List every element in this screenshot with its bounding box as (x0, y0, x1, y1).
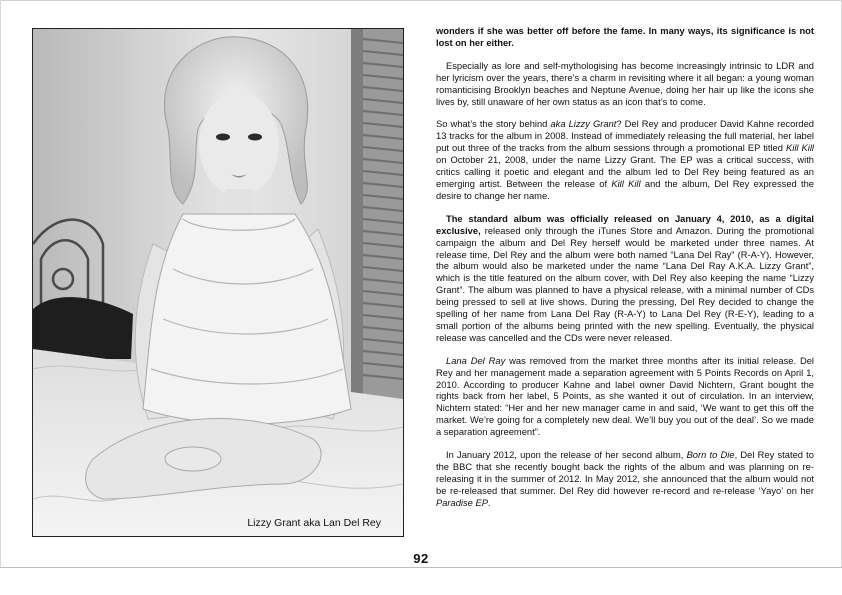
paragraph-6 (436, 450, 814, 510)
paragraph-3-text-g: and the album, Del Rey expressed the desire to change her name. (436, 178, 814, 201)
paragraph-4-text: released only through the iTunes Store and Amazon. During the promotional campaign the album and Del Rey herself would be marketed under three names. At release time, Del Rey and the album were both named “Lana Del Ray” (R-A-Y). However, the album would also be marketed under the name “Lana Del Ray A.K.A. Lizzy Grant”, which is the title featured on the album cover, with Del Rey also keeping the name “Lizzy Grant”. The album was planned to have a physical release, with a minimal number of CDs being pressed to sell at live shows. During the pressing, Del Rey decided to change the spelling of her name from Lana Del Ray (R-A-Y) to Lana Del Rey (R-E-Y), leading to a small portion of the albums being printed with the new spelling. Eventually, the physical release was cancelled and the CDs were never released. (436, 225, 814, 343)
paragraph-3-text-a: So what’s the story behind (436, 119, 551, 130)
paradise-ep-italic: Paradise EP (436, 497, 488, 508)
hands (165, 447, 221, 471)
paragraph-6-text-c: , Del Rey stated to the BBC that she recently bought back the rights of the album and was planning on re-releasing it in the summer of 2012. In May 2012, she announced that the album would not be re-released that summer. Del Rey did however re-record and re-release ‘Yayo’ on her (436, 450, 814, 496)
paragraph-4-bold-lead: The standard album was officially released on January 4, 2010, as a digital exclusive, (436, 213, 814, 236)
bottom-rule (0, 567, 842, 568)
paragraph-6-text-a: In January 2012, upon the release of her second album, (446, 450, 687, 461)
paragraph-2-text: Especially as lore and self-mythologising has become increasingly intrinsic to LDR and her lyricism over the years, there’s a charm in revisiting where it all began: a young woman romanticising Brooklyn beaches and Neptune Avenue, doing her hair up like the icons she lives by, still unaware of her own status as an icon that’s to come. (436, 60, 814, 107)
left-page-edge (0, 0, 1, 568)
ep-title-italic: Kill Kill (786, 143, 814, 154)
paragraph-4 (436, 214, 814, 345)
paragraph-2 (436, 61, 814, 109)
paragraph-5-text: was removed from the market three months after its initial release. Del Rey and her management made a separation agreement with 5 Points Records on April 1, 2010. According to producer Kahne and label owner David Nichtern, Grant bought the rights back from her label, 5 Points, as she wanted it out of circulation. In an interview, Nichtern stated: “Her and her new manager came in and said, ‘We want to get this off the market. We’re going for a completely new deal. We’ll buy you out of the deal’. So we made a separation agreement”. (436, 355, 814, 438)
face (199, 92, 279, 196)
ep-title-italic-2: Kill Kill (611, 178, 641, 189)
neck (225, 189, 253, 214)
album-name-italic: Lana Del Ray (446, 355, 506, 366)
paragraph-5 (436, 356, 814, 439)
portrait-photo (33, 29, 403, 536)
paragraph-3 (436, 119, 814, 202)
window-shutters (351, 29, 403, 409)
article-text (436, 26, 814, 521)
photo-frame (32, 28, 404, 537)
paragraph-1 (436, 26, 814, 50)
album-title-italic: aka Lizzy Grant (550, 119, 617, 130)
second-album-italic: Born to Die (686, 450, 735, 461)
top-rule (0, 0, 842, 1)
paragraph-3-text-c: ? Del Rey and producer David Kahne recorded 13 tracks for the album in 2008. Instead of immediately releasing the full material, her label put out three of the tracks from the album sessions through a promotional EP titled (436, 119, 814, 154)
paragraph-3-text-e: on October 21, 2008, under the name Lizzy Grant. The EP was a critical success, with critics calling it poetic and elegant and the album led to Del Rey being featured as an emerging artist. Between the release of (436, 155, 814, 189)
paragraph-1-text: wonders if she was better off before the fame. In many ways, its significance is not lost on her either. (436, 26, 814, 48)
paragraph-6-text-e: . (487, 497, 491, 508)
page-number: 92 (413, 551, 429, 566)
photo-caption: Lizzy Grant aka Lan Del Rey (247, 517, 381, 529)
